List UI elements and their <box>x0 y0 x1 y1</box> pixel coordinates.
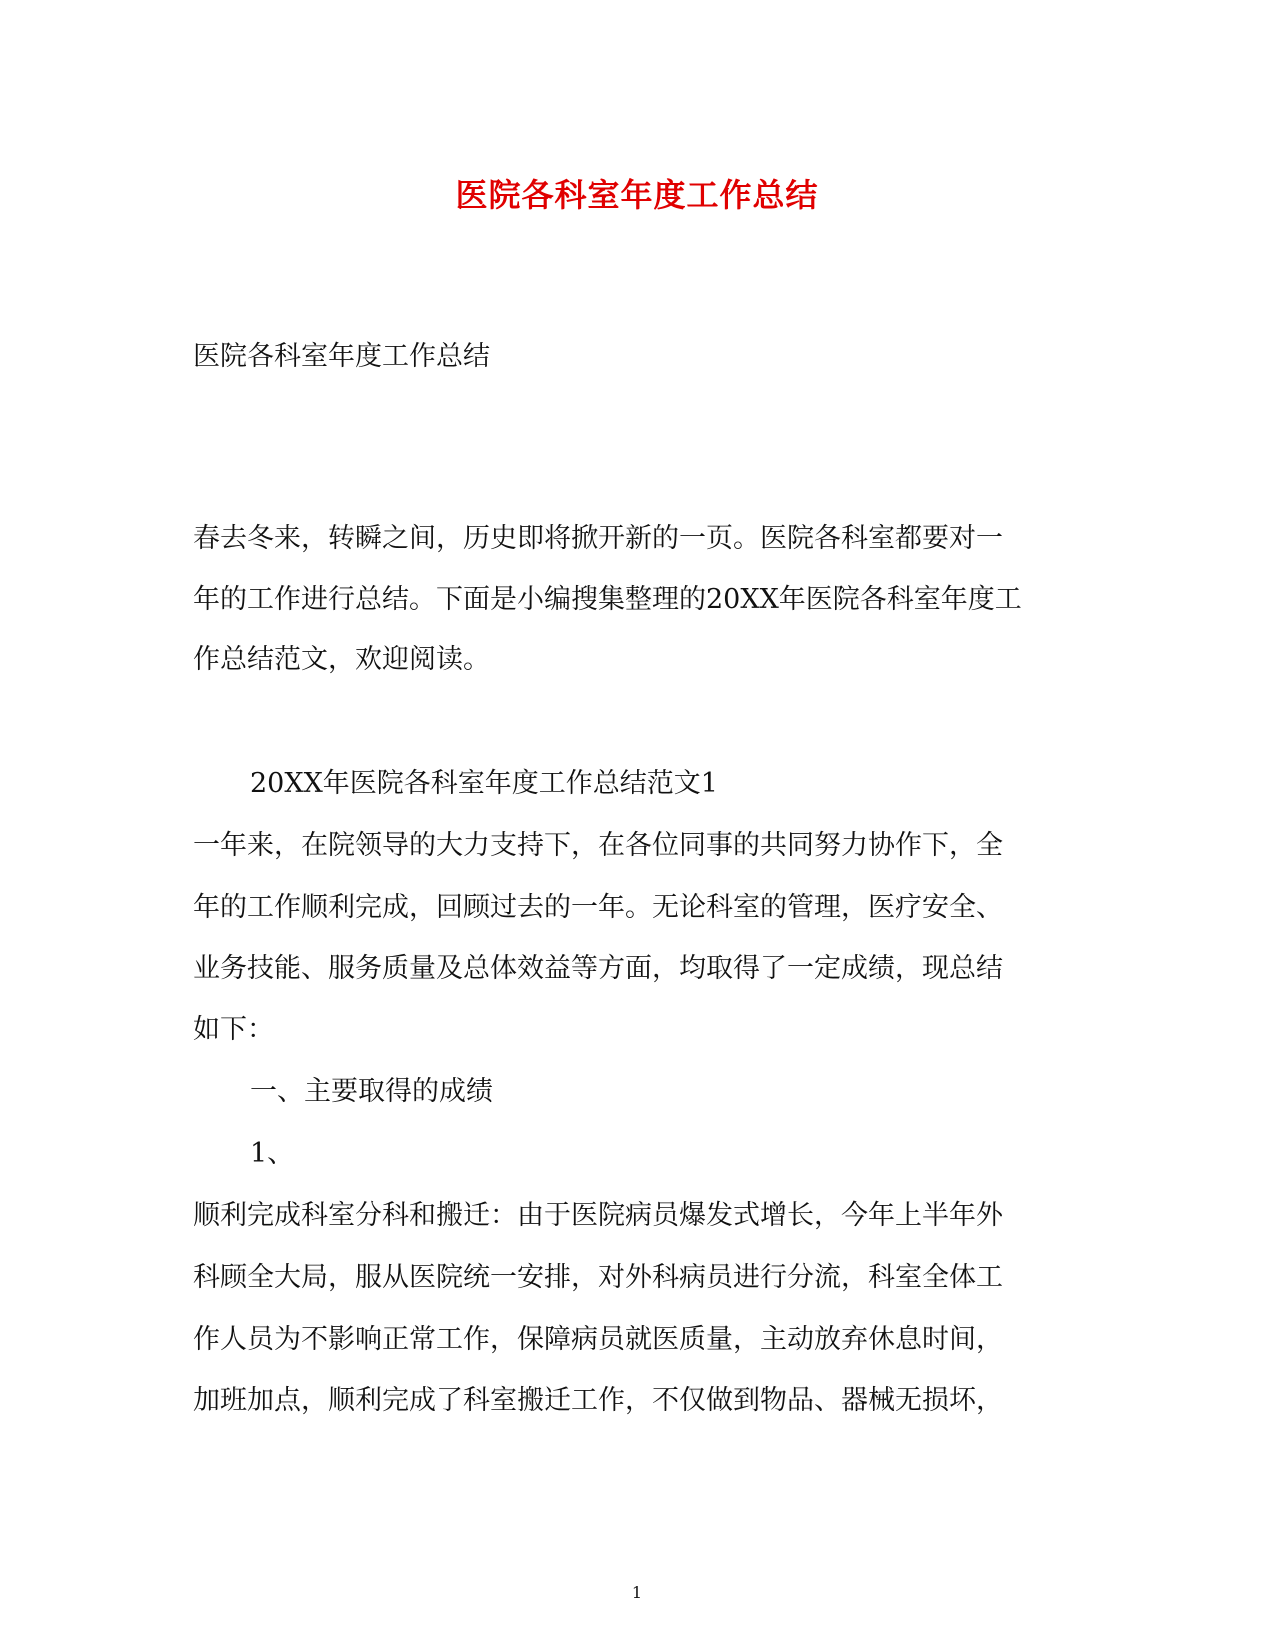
sample-heading: 20XX年医院各科室年度工作总结范文1 <box>250 768 718 799</box>
page-title: 医院各科室年度工作总结 <box>455 176 819 214</box>
item-number: 1、 <box>250 1138 295 1169</box>
section-heading: 一、主要取得的成绩 <box>250 1076 493 1107</box>
body-line: 一年来，在院领导的大力支持下，在各位同事的共同努力协作下，全 <box>193 830 1003 861</box>
page-number: 1 <box>631 1583 643 1602</box>
item-line: 作人员为不影响正常工作，保障病员就医质量，主动放弃休息时间， <box>193 1324 1003 1355</box>
body-line: 如下： <box>193 1014 274 1045</box>
item-line: 顺利完成科室分科和搬迁：由于医院病员爆发式增长，今年上半年外 <box>193 1200 1003 1231</box>
document-subtitle: 医院各科室年度工作总结 <box>193 341 490 372</box>
intro-line: 作总结范文，欢迎阅读。 <box>193 644 490 675</box>
intro-line: 年的工作进行总结。下面是小编搜集整理的20XX年医院各科室年度工 <box>193 584 1022 615</box>
item-line: 科顾全大局，服从医院统一安排，对外科病员进行分流，科室全体工 <box>193 1262 1003 1293</box>
body-line: 业务技能、服务质量及总体效益等方面，均取得了一定成绩，现总结 <box>193 953 1003 984</box>
body-line: 年的工作顺利完成，回顾过去的一年。无论科室的管理，医疗安全、 <box>193 892 1003 923</box>
intro-line: 春去冬来，转瞬之间，历史即将掀开新的一页。医院各科室都要对一 <box>193 523 1003 554</box>
item-line: 加班加点，顺利完成了科室搬迁工作，不仅做到物品、器械无损坏， <box>193 1385 1003 1416</box>
